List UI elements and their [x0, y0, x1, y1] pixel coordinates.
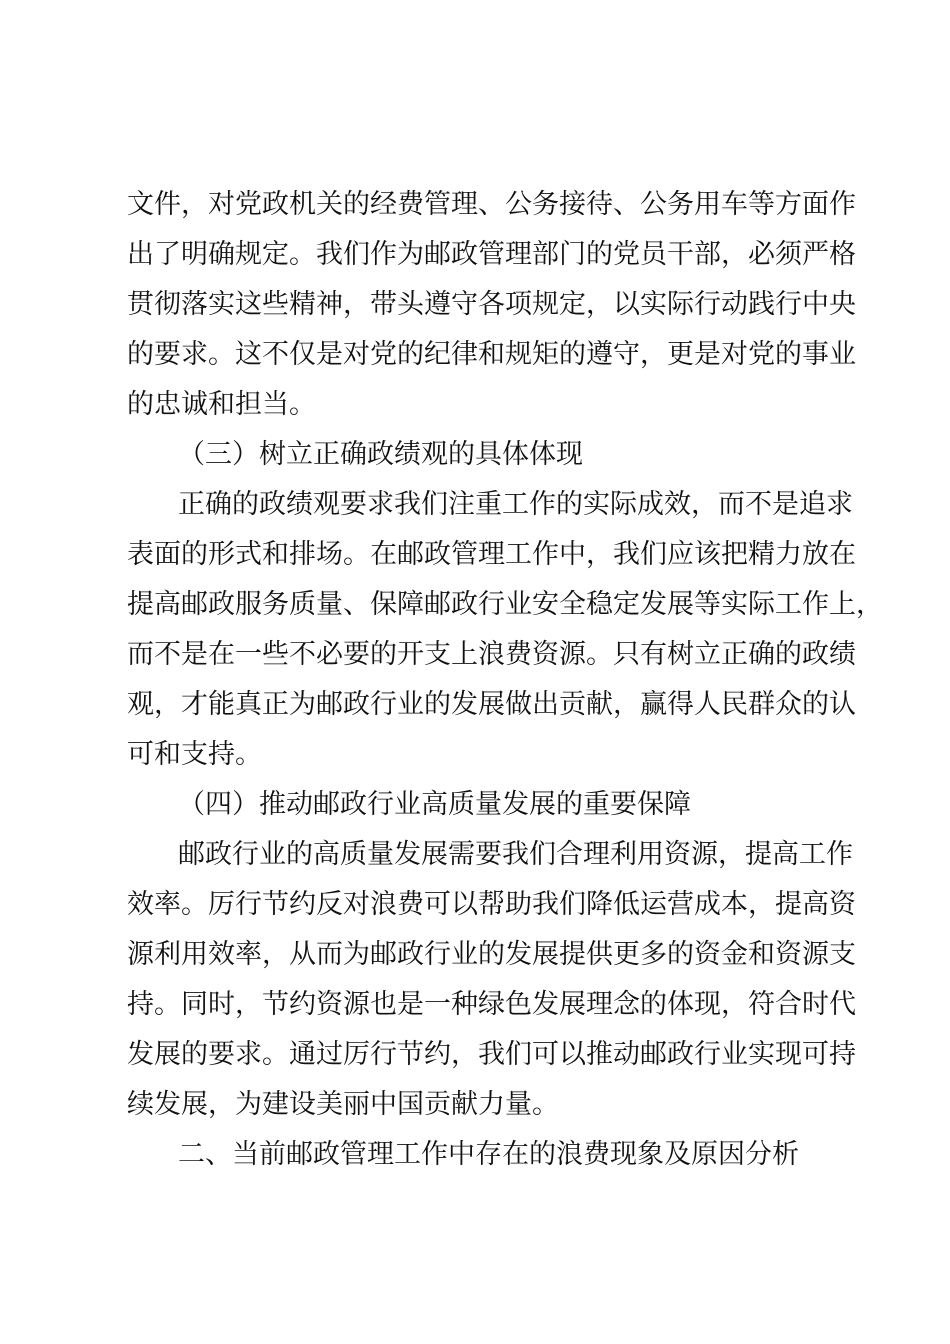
body-text-line: 观，才能真正为邮政行业的发展做出贡献，赢得人民群众的认 — [127, 689, 856, 720]
body-text-line: 文件，对党政机关的经费管理、公务接待、公务用车等方面作 — [127, 189, 856, 220]
section-heading-4: （四）推动邮政行业高质量发展的重要保障 — [178, 789, 691, 820]
body-text-line: 源利用效率，从而为邮政行业的发展提供更多的资金和资源支 — [127, 939, 856, 970]
body-text-line: 发展的要求。通过厉行节约，我们可以推动邮政行业实现可持 — [127, 1039, 856, 1070]
chapter-heading-2: 二、当前邮政管理工作中存在的浪费现象及原因分析 — [178, 1139, 799, 1170]
body-text-line: 提高邮政服务质量、保障邮政行业安全稳定发展等实际工作上， — [127, 589, 883, 620]
body-text-line: 的要求。这不仅是对党的纪律和规矩的遵守，更是对党的事业 — [127, 339, 856, 370]
body-text-line: 正确的政绩观要求我们注重工作的实际成效，而不是追求 — [178, 489, 853, 520]
body-text-line: 贯彻落实这些精神，带头遵守各项规定，以实际行动践行中央 — [127, 289, 856, 320]
body-text-line: 邮政行业的高质量发展需要我们合理利用资源，提高工作 — [178, 839, 853, 870]
body-text-line: 表面的形式和排场。在邮政管理工作中，我们应该把精力放在 — [127, 539, 856, 570]
body-text-line: 的忠诚和担当。 — [127, 389, 316, 420]
body-text-line: 持。同时，节约资源也是一种绿色发展理念的体现，符合时代 — [127, 989, 856, 1020]
body-text-line: 续发展，为建设美丽中国贡献力量。 — [127, 1089, 559, 1120]
body-text-line: 出了明确规定。我们作为邮政管理部门的党员干部，必须严格 — [127, 239, 856, 270]
body-text-line: 而不是在一些不必要的开支上浪费资源。只有树立正确的政绩 — [127, 639, 856, 670]
body-text-line: 可和支持。 — [127, 739, 262, 770]
body-text-line: 效率。厉行节约反对浪费可以帮助我们降低运营成本，提高资 — [127, 889, 856, 920]
section-heading-3: （三）树立正确政绩观的具体体现 — [178, 439, 583, 470]
